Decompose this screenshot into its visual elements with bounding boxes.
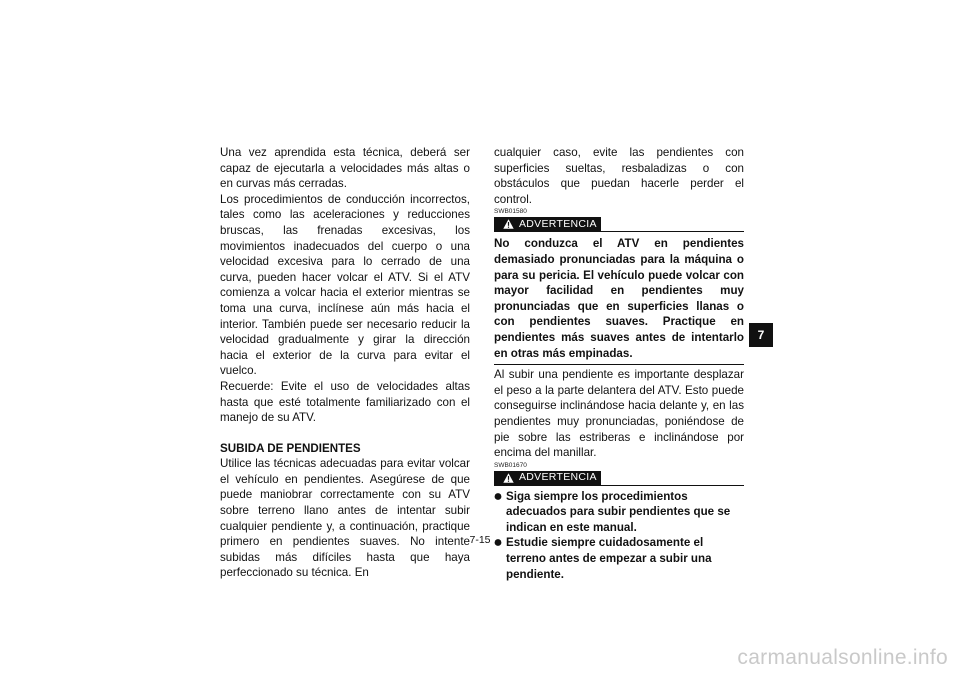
warning-triangle-icon	[503, 219, 514, 229]
paragraph: cualquier caso, evite las pendientes con superficies sueltas, resbaladizas o con obstáculos que puedan hacerle perder el control.	[494, 146, 744, 206]
paragraph: Utilice las técnicas adecuadas para evitar volcar el vehículo en pendientes. Asegúrese de que puede maniobrar correctamente con su ATV sobre terreno llano antes de intentar subir cualquier pendiente y, a continuación, practique primero en pendientes suaves. No intente subidas más difíciles hasta que haya perfeccionado su técnica. En	[220, 457, 470, 580]
bullet-icon	[494, 489, 503, 503]
warning-text: No conduzca el ATV en pendientes demasiado pronunciadas para la máquina o para su pericia. El vehículo puede volcar con mayor facilidad en pendientes muy pronunciadas que en superficies llanas o con pendientes suaves. Practique en pendientes más suaves antes de intentarlo en otras más empinadas.	[494, 237, 744, 360]
warning-label: ADVERTENCIA	[519, 470, 597, 483]
warning-end-rule	[494, 364, 744, 365]
warning-code: SWB01580	[494, 208, 527, 216]
warning-label: ADVERTENCIA	[519, 217, 597, 230]
page-number: 7-15	[469, 534, 491, 546]
warning-header	[494, 471, 744, 486]
bullet-text: Siga siempre los procedimientos adecuados para subir pendientes que se indican en este manual.	[506, 489, 731, 534]
paragraph: Al subir una pendiente es importante desplazar el peso a la parte delantera del ATV. Esto puede conseguirse inclinándose hacia delante y, en las pendientes muy pronunciadas, poniéndose de pie sobre las estriberas e inclinándose por encima del manillar.	[494, 368, 744, 460]
warning-code: SWB01670	[494, 461, 527, 469]
bullet-text: Estudie siempre cuidadosamente el terreno antes de empezar a subir una pendiente.	[506, 536, 712, 581]
warning-triangle-icon	[503, 473, 514, 483]
section-heading: SUBIDA DE PENDIENTES	[220, 441, 361, 455]
warning-label-box	[494, 471, 601, 485]
chapter-tab: 7	[749, 323, 773, 347]
left-column	[220, 145, 470, 581]
paragraph: Recuerde: Evite el uso de velocidades altas hasta que esté totalmente familiarizado con el manejo de su ATV.	[220, 379, 470, 425]
paragraph: Una vez aprendida esta técnica, deberá ser capaz de ejecutarla a velocidades más altas o en curvas más cerradas.	[220, 146, 470, 191]
paragraph: Los procedimientos de conducción incorrectos, tales como las aceleraciones y reducciones bruscas, las frenadas excesivas, los movimientos inadecuados del cuerpo o una velocidad excesiva para lo cerrado de una curva, pueden hacer volcar el ATV. Si el ATV comienza a volcar hacia el exterior mientras se toma una curva, inclínese aún más hacia el interior. También puede ser necesario reducir la velocidad gradualmente y girar la dirección hacia el exterior de la curva para evitar el vuelco.	[220, 192, 470, 378]
warning-header	[494, 217, 744, 232]
right-column	[494, 145, 744, 582]
watermark: carmanualsonline.info	[737, 646, 948, 669]
list-item	[494, 489, 744, 536]
warning-label-box	[494, 217, 601, 231]
